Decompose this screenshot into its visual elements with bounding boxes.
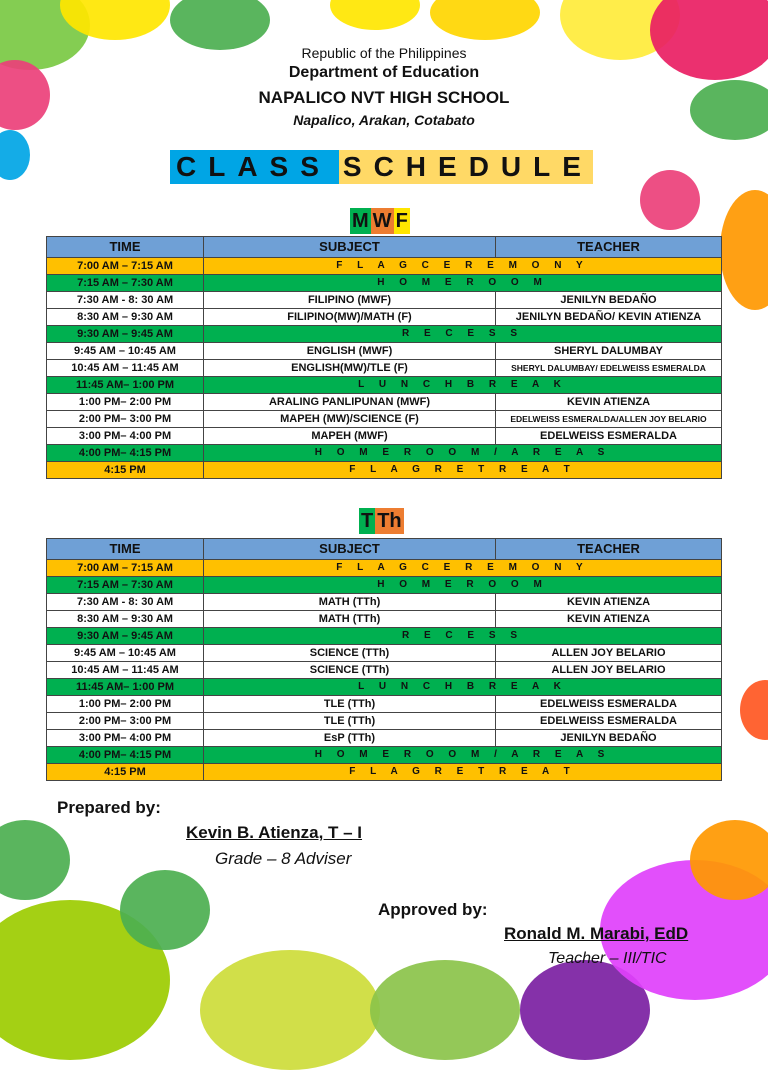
time-cell: 4:15 PM <box>47 764 204 781</box>
time-cell: 10:45 AM – 11:45 AM <box>47 662 204 679</box>
column-header: SUBJECT <box>204 237 496 258</box>
activity-cell: H O M E R O O M <box>204 275 722 292</box>
time-cell: 9:45 AM – 10:45 AM <box>47 645 204 662</box>
table-row <box>47 360 722 377</box>
table-row <box>47 343 722 360</box>
table-row <box>47 577 722 594</box>
subject-cell: FILIPINO (MWF) <box>204 292 496 309</box>
subject-cell: EsP (TTh) <box>204 730 496 747</box>
approved-by-role: Teacher – III/TIC <box>548 950 667 967</box>
activity-cell: H O M E R O O M / A R E A S <box>204 747 722 764</box>
time-cell: 9:30 AM – 9:45 AM <box>47 628 204 645</box>
school-address: Napalico, Arakan, Cotabato <box>293 112 475 128</box>
subject-cell: MATH (TTh) <box>204 594 496 611</box>
table-row <box>47 645 722 662</box>
table-row <box>47 594 722 611</box>
column-header: TEACHER <box>496 539 722 560</box>
subject-cell: MATH (TTh) <box>204 611 496 628</box>
activity-cell: H O M E R O O M <box>204 577 722 594</box>
time-cell: 7:15 AM – 7:30 AM <box>47 577 204 594</box>
table-row <box>47 428 722 445</box>
time-cell: 7:00 AM – 7:15 AM <box>47 560 204 577</box>
table-row <box>47 696 722 713</box>
time-cell: 11:45 AM– 1:00 PM <box>47 377 204 394</box>
time-cell: 8:30 AM – 9:30 AM <box>47 611 204 628</box>
subject-cell: FILIPINO(MW)/MATH (F) <box>204 309 496 326</box>
teacher-cell: EDELWEISS ESMERALDA <box>496 428 722 445</box>
subject-cell: ARALING PANLIPUNAN (MWF) <box>204 394 496 411</box>
approved-by-label: Approved by: <box>378 900 488 919</box>
table-row <box>47 679 722 696</box>
republic-heading: Republic of the Philippines <box>301 45 467 61</box>
table-row <box>47 462 722 479</box>
time-cell: 3:00 PM– 4:00 PM <box>47 428 204 445</box>
day-f: F <box>395 210 408 232</box>
teacher-cell: SHERYL DALUMBAY/ EDELWEISS ESMERALDA <box>496 360 722 377</box>
column-header: TIME <box>47 539 204 560</box>
column-header: TIME <box>47 237 204 258</box>
day-t: T <box>361 510 374 532</box>
time-cell: 2:00 PM– 3:00 PM <box>47 411 204 428</box>
time-cell: 2:00 PM– 3:00 PM <box>47 713 204 730</box>
time-cell: 11:45 AM– 1:00 PM <box>47 679 204 696</box>
subject-cell: ENGLISH (MWF) <box>204 343 496 360</box>
column-header: TEACHER <box>496 237 722 258</box>
time-cell: 1:00 PM– 2:00 PM <box>47 394 204 411</box>
time-cell: 7:00 AM – 7:15 AM <box>47 258 204 275</box>
activity-cell: H O M E R O O M / A R E A S <box>204 445 722 462</box>
time-cell: 3:00 PM– 4:00 PM <box>47 730 204 747</box>
table-row <box>47 258 722 275</box>
subject-cell: TLE (TTh) <box>204 696 496 713</box>
time-cell: 9:45 AM – 10:45 AM <box>47 343 204 360</box>
teacher-cell: JENILYN BEDAÑO/ KEVIN ATIENZA <box>496 309 722 326</box>
teacher-cell: EDELWEISS ESMERALDA <box>496 713 722 730</box>
mwf-day-badge <box>350 208 410 234</box>
mwf-schedule-table <box>46 236 722 479</box>
subject-cell: TLE (TTh) <box>204 713 496 730</box>
prepared-by-name: Kevin B. Atienza, T – I <box>186 823 363 842</box>
approved-by-name: Ronald M. Marabi, EdD <box>504 924 689 943</box>
activity-cell: F L A G R E T R E A T <box>204 764 722 781</box>
subject-cell: SCIENCE (TTh) <box>204 645 496 662</box>
table-row <box>47 394 722 411</box>
subject-cell: MAPEH (MW)/SCIENCE (F) <box>204 411 496 428</box>
column-header: SUBJECT <box>204 539 496 560</box>
teacher-cell: ALLEN JOY BELARIO <box>496 645 722 662</box>
time-cell: 1:00 PM– 2:00 PM <box>47 696 204 713</box>
table-row <box>47 445 722 462</box>
activity-cell: F L A G R E T R E A T <box>204 462 722 479</box>
time-cell: 9:30 AM – 9:45 AM <box>47 326 204 343</box>
prepared-by-label: Prepared by: <box>57 798 161 817</box>
time-cell: 8:30 AM – 9:30 AM <box>47 309 204 326</box>
table-row <box>47 411 722 428</box>
table-row <box>47 713 722 730</box>
teacher-cell: JENILYN BEDAÑO <box>496 730 722 747</box>
teacher-cell: ALLEN JOY BELARIO <box>496 662 722 679</box>
time-cell: 10:45 AM – 11:45 AM <box>47 360 204 377</box>
subject-cell: ENGLISH(MW)/TLE (F) <box>204 360 496 377</box>
table-row <box>47 275 722 292</box>
activity-cell: L U N C H B R E A K <box>204 679 722 696</box>
title-word-schedule: SCHEDULE <box>339 150 593 184</box>
time-cell: 4:00 PM– 4:15 PM <box>47 445 204 462</box>
teacher-cell: KEVIN ATIENZA <box>496 611 722 628</box>
table-row <box>47 309 722 326</box>
table-row <box>47 747 722 764</box>
table-row <box>47 611 722 628</box>
tth-day-badge <box>359 508 404 534</box>
time-cell: 7:15 AM – 7:30 AM <box>47 275 204 292</box>
time-cell: 4:00 PM– 4:15 PM <box>47 747 204 764</box>
teacher-cell: EDELWEISS ESMERALDA <box>496 696 722 713</box>
table-row <box>47 326 722 343</box>
subject-cell: MAPEH (MWF) <box>204 428 496 445</box>
table-row <box>47 628 722 645</box>
activity-cell: L U N C H B R E A K <box>204 377 722 394</box>
subject-cell: SCIENCE (TTh) <box>204 662 496 679</box>
table-row <box>47 377 722 394</box>
activity-cell: R E C E S S <box>204 326 722 343</box>
page-title <box>170 150 593 184</box>
activity-cell: F L A G C E R E M O N Y <box>204 258 722 275</box>
table-row <box>47 292 722 309</box>
table-row <box>47 764 722 781</box>
teacher-cell: JENILYN BEDAÑO <box>496 292 722 309</box>
day-th: Th <box>377 510 402 532</box>
teacher-cell: KEVIN ATIENZA <box>496 394 722 411</box>
deped-heading: Department of Education <box>288 64 480 81</box>
teacher-cell: EDELWEISS ESMERALDA/ALLEN JOY BELARIO <box>496 411 722 428</box>
time-cell: 7:30 AM - 8: 30 AM <box>47 594 204 611</box>
day-w: W <box>372 210 392 232</box>
title-word-class: CLASS <box>170 150 339 184</box>
school-name: NAPALICO NVT HIGH SCHOOL <box>258 88 510 107</box>
prepared-by-role: Grade – 8 Adviser <box>215 849 352 868</box>
time-cell: 7:30 AM - 8: 30 AM <box>47 292 204 309</box>
time-cell: 4:15 PM <box>47 462 204 479</box>
activity-cell: F L A G C E R E M O N Y <box>204 560 722 577</box>
day-m: M <box>352 210 369 232</box>
table-row <box>47 560 722 577</box>
teacher-cell: KEVIN ATIENZA <box>496 594 722 611</box>
activity-cell: R E C E S S <box>204 628 722 645</box>
table-row <box>47 662 722 679</box>
teacher-cell: SHERYL DALUMBAY <box>496 343 722 360</box>
tth-schedule-table <box>46 538 722 781</box>
table-row <box>47 730 722 747</box>
